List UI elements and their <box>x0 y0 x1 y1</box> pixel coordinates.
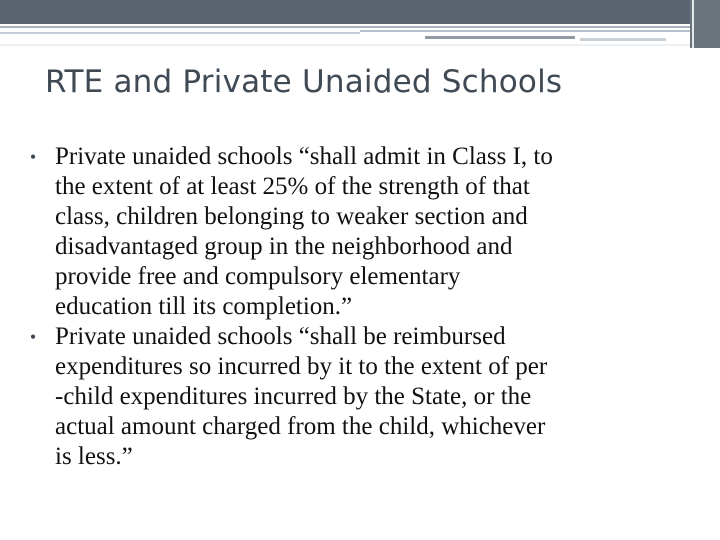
bullet-text-line: disadvantaged group in the neighborhood and <box>55 233 513 260</box>
bullet-text-line: provide free and compulsory elementary <box>55 263 461 290</box>
stripe <box>360 30 690 32</box>
bullet-marker: • <box>29 147 37 167</box>
bullet-text-line: class, children belonging to weaker section and <box>55 203 528 230</box>
header-band <box>0 0 720 24</box>
bullet-text-line: Private unaided schools “shall be reimbursed <box>55 323 506 350</box>
decorative-stripes <box>0 24 690 48</box>
stripe <box>0 44 690 46</box>
stripe <box>0 26 690 28</box>
stripe <box>0 32 360 34</box>
slide-title: RTE and Private Unaided Schools <box>45 64 563 100</box>
bullet-text-line: education till its completion.” <box>55 293 353 320</box>
corner-accent <box>690 0 720 48</box>
bullet-text-line: -child expenditures incurred by the State, or the <box>55 383 532 410</box>
bullet-item <box>26 142 686 322</box>
bullet-marker: • <box>29 327 37 347</box>
bullet-text-line: expenditures so incurred by it to the extent of per <box>55 353 548 380</box>
bullet-text-line: actual amount charged from the child, whichever <box>55 413 546 440</box>
bullet-item <box>26 322 686 472</box>
bullet-text-line: Private unaided schools “shall admit in Class I, to <box>55 143 553 170</box>
stripe <box>580 38 666 41</box>
bullet-list <box>26 142 686 472</box>
bullet-text-line: is less.” <box>55 443 133 470</box>
stripe <box>425 36 575 39</box>
bullet-text-line: the extent of at least 25% of the strength of that <box>55 173 530 200</box>
